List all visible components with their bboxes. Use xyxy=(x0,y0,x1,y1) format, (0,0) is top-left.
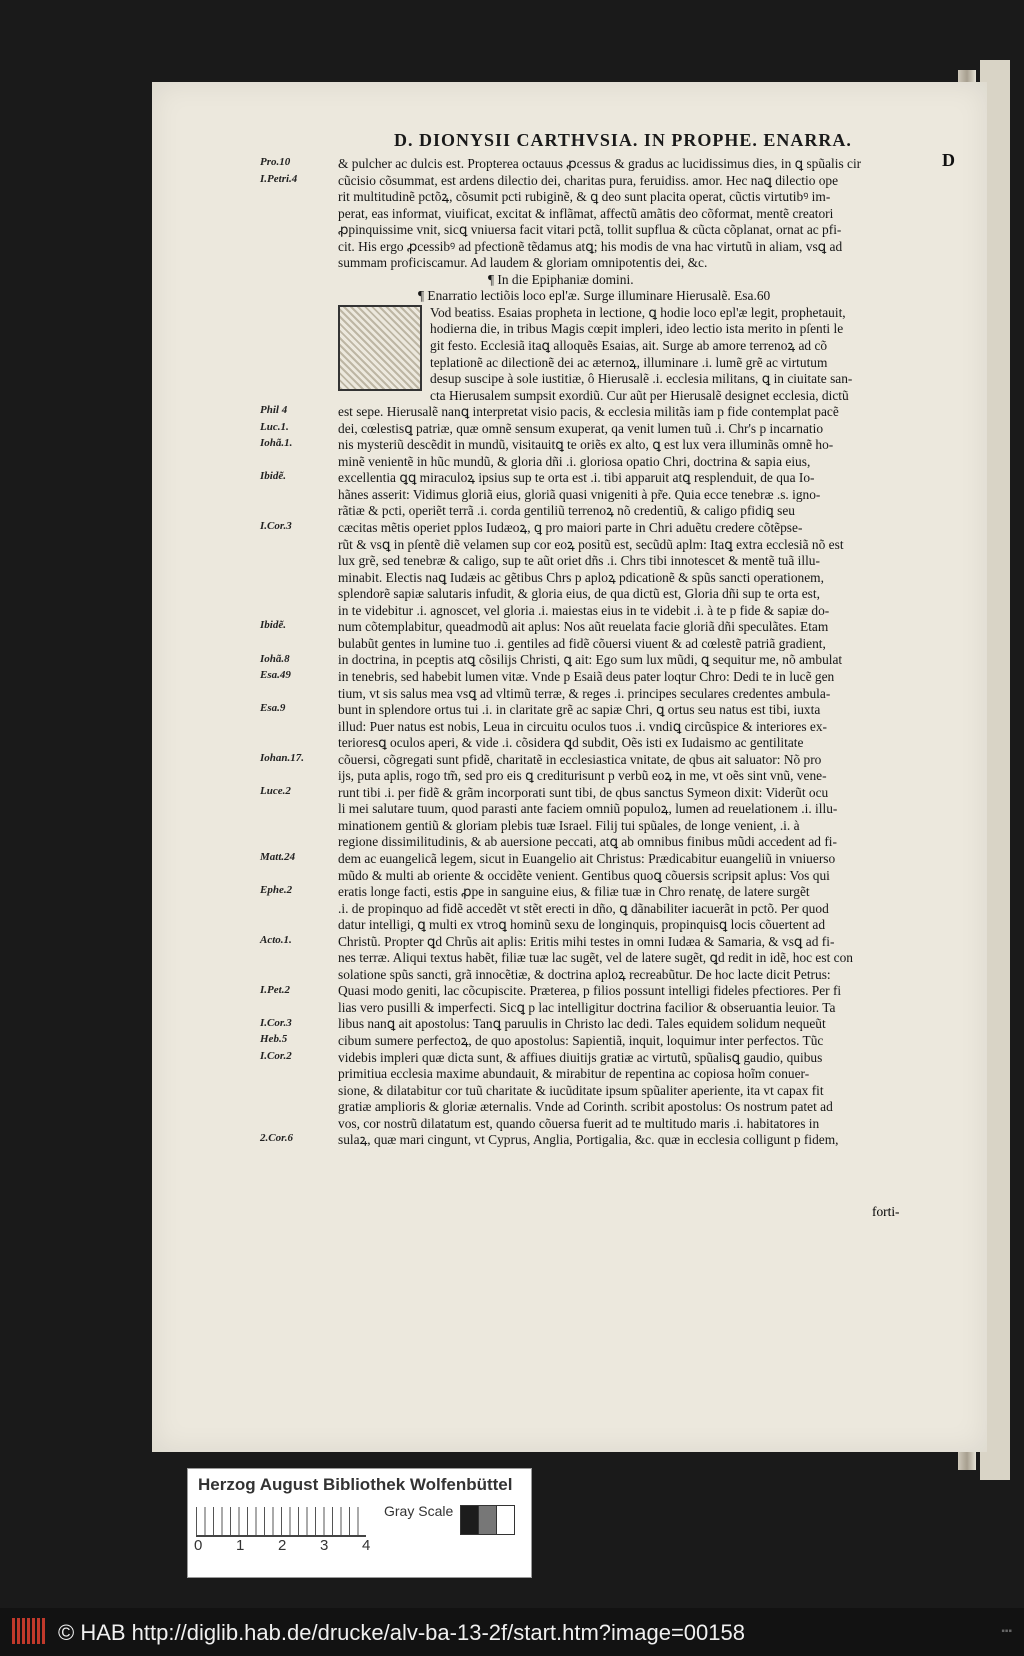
ruler-number: 3 xyxy=(320,1537,329,1554)
gray-scale-label: Gray Scale xyxy=(384,1503,454,1519)
text-line: perat, eas informat, viuificat, excitat & inflãmat, affectũ amãtis deo cõformat, mentẽ creatori xyxy=(338,205,834,221)
text-line: nes terræ. Aliqui textus habẽt, filiæ tuæ lac sugẽt, vel de latere sugẽt, ꝗd redit in idẽ, hoc est con xyxy=(338,950,853,966)
margin-note: Ibidẽ. xyxy=(260,619,286,632)
margin-note: Ephe.2 xyxy=(260,884,293,897)
text-line: cibum sumere perfectoꝝ, de quo apostolus: Sapientiã, inquit, loquimur inter perfectos. Tũc xyxy=(338,1032,824,1048)
gray-swatch-white xyxy=(496,1505,515,1535)
text-line: teplationẽ ac dilectionẽ dei ac æternoꝝ, illuminare .i. lumẽ grẽ ac virtutum xyxy=(430,354,828,370)
text-line: libus nanꝗ ait apostolus: Tanꝗ paruulis in Christo lac dedi. Tales equidem solidum nequeũt xyxy=(338,1016,826,1032)
margin-note: Acto.1. xyxy=(260,933,292,946)
text-line: ¶ Enarratio lectiõis loco epl'æ. Surge illuminare Hierusalẽ. Esa.60 xyxy=(418,288,771,304)
text-line: git festo. Ecclesiã itaꝗ alloquẽs Esaias, ait. Surge ab amore terrenoꝝ ad cõ xyxy=(430,338,828,354)
text-line: desup suscipe à sole iustitiæ, ô Hierusalẽ .i. ecclesia militans, ꝗ in ciuitate san- xyxy=(430,371,853,387)
margin-note: Esa.49 xyxy=(260,669,291,682)
text-line: li mei salutare tuum, quod parasti ante faciem omniũ populoꝝ, lumen ad reuelationem .i. illu- xyxy=(338,801,838,817)
text-line: lias vero pusilli & imperfecti. Sicꝗ p lac intelligitur doctrina facilior & obseruantia leuior. Ta xyxy=(338,999,836,1015)
text-line: nis mysteriũ descẽdit in mundũ, visitauitꝗ te oriẽs ex alto, ꝗ est lux vera illuminãs omnẽ ho- xyxy=(338,437,834,453)
text-line: num cõtemplabitur, queadmodũ ait aplus: Nos aũt reuelata facie gloriã dñi speculãtes. Etam xyxy=(338,619,829,635)
text-line: sione, & dilatabitur cor tuũ charitate & iucũditate ipsum spũaliter aperiente, ita vt capax fit xyxy=(338,1082,824,1098)
gray-swatch-mid xyxy=(478,1505,497,1535)
text-line: minabit. Electis naꝗ Iudæis ac gẽtibus Chrs p aploꝝ pdicationẽ & spũs sancti operationem, xyxy=(338,569,824,585)
decorated-initial xyxy=(338,305,422,391)
text-line: rit multitudinẽ pctõꝝ, cõsumit pcti rubiginẽ, & ꝗ deo sunt placita operat, cũctis virtutibꝰ im- xyxy=(338,189,831,205)
book-page xyxy=(152,82,987,1452)
margin-note: Esa.9 xyxy=(260,702,286,715)
text-line: runt tibi .i. per fidẽ & grãm incorporati sunt tibi, de qbus sanctus Symeon dixit: Viderũt ocu xyxy=(338,784,829,800)
text-line: hodierna die, in tribus Magis cœpit impleri, ideo lectio ista merito in pſenti le xyxy=(430,321,844,337)
text-line: ijs, puta aplis, rogo tm̃, sed pro eis ꝗ crediturisunt p verbũ eoꝝ in me, vt oẽs sint vnũ, vene- xyxy=(338,768,827,784)
text-line: gratiæ amplioris & gloriæ æternalis. Vnde ad Corinth. scribit apostolus: Os nostrum patet ad xyxy=(338,1099,833,1115)
margin-note: Heb.5 xyxy=(260,1033,288,1046)
margin-note: I.Pet.2 xyxy=(260,983,290,996)
text-line: terioresꝗ oculos aperi, & vide .i. cõsidera ꝗd subdit, Oẽs isti ex Iudaismo ac gentilitate xyxy=(338,735,804,751)
margin-note: Luc.1. xyxy=(260,420,289,433)
margin-note: I.Cor.3 xyxy=(260,1016,292,1029)
text-line: dem ac euangelicã legem, sicut in Euangelio ait Christus: Prædicabitur euangeliũ in vniuerso xyxy=(338,850,836,866)
text-line: ꝓpinquissime vnit, sicꝗ vniuersa facit vitari pctã, tollit supflua & cũcta cõplanat, ornat ac pfi- xyxy=(338,222,842,238)
text-line: dei, cœlestisꝗ patriæ, quæ omnẽ sensum exuperat, qa venit lumen tuũ .i. Chr's p incarnatio xyxy=(338,420,824,436)
text-line: & pulcher ac dulcis est. Propterea octauus ꝓcessus & gradus ac lucidissimus dies, in ꝗ spũalis cir xyxy=(338,156,862,171)
viewer-footer xyxy=(0,1608,1024,1656)
margin-note: I.Petri.4 xyxy=(260,172,298,185)
text-line: eratis longe facti, estis ꝓpe in sanguine eius, & filiæ tuæ in Chro renatę, de latere surgẽt xyxy=(338,884,810,900)
catchword: forti- xyxy=(872,1204,900,1219)
library-title: Herzog August Bibliothek Wolfenbüttel xyxy=(198,1475,513,1494)
text-line: cta Hierusalem sumpsit exordiũ. Cur aũt per Hierusalẽ designet ecclesia, dictũ xyxy=(430,387,849,403)
text-line: est sepe. Hierusalẽ nanꝗ interpretat visio pacis, & ecclesia militãs iam p fide contemplat pacẽ xyxy=(338,404,839,420)
text-line: summam proficiscamur. Ad laudem & gloriam omnipotentis dei, &c. xyxy=(338,255,708,271)
ruler-number: 2 xyxy=(278,1537,287,1554)
text-line: lux grẽ, sed tenebræ & caligo, sup te aũt oriet dñs .i. Chrs tibi innotescet & mentẽ tuã illu- xyxy=(338,553,820,569)
text-line: cit. His ergo ꝓcessibꝰ ad pfectionẽ tẽdamus atꝗ; his modis de vna hac virtutũ in aliam, vsꝗ ad xyxy=(338,238,843,254)
text-line: Quasi modo geniti, lac cõcupiscite. Præterea, p filios possunt intelligi fideles pfectiores. Per fi xyxy=(338,983,842,999)
library-color-target xyxy=(187,1468,532,1578)
text-line: cõuersi, cõgregati sunt pfidẽ, charitatẽ in ecclesiastica vnitate, de qbus ait saluator: Nõ pro xyxy=(338,751,822,767)
margin-note: Iohã.8 xyxy=(260,652,290,665)
margin-note: Iohan.17. xyxy=(260,751,305,764)
margin-note: Pro.10 xyxy=(260,156,291,168)
text-line: sulaꝝ, quæ mari cingunt, vt Cyprus, Anglia, Portigalia, &c. quæ in ecclesia colligunt p fidem, xyxy=(338,1132,839,1148)
signature-mark: D xyxy=(942,150,955,170)
text-line: in doctrina, in pceptis atꝗ cõsilijs Christi, ꝗ ait: Ego sum lux mũdi, ꝗ sequitur me, nõ ambulat xyxy=(338,652,843,668)
text-line: minationem gentiũ & gloriam plebis tuæ Israel. Filij tui spũales, de longe venient, .i. à xyxy=(338,817,800,833)
text-line: rũt & vsꝗ in pſentẽ diẽ velamen sup cor eoꝝ positũ est, secũdũ aplm: Itaꝗ extra ecclesiã nõ est xyxy=(338,536,844,552)
hab-logo-icon xyxy=(12,1618,46,1644)
text-line: ¶ In die Epiphaniæ domini. xyxy=(488,271,634,287)
margin-note: Phil 4 xyxy=(260,404,288,417)
margin-note: Matt.24 xyxy=(260,851,296,864)
text-line: mũdo & multi ab oriente & occidẽte venient. Gentibus quoꝗ cõuersis scripsit aplus: Vos qui xyxy=(338,867,830,883)
text-line: tium, vt sis salus mea vsꝗ ad vltimũ terræ, & reges .i. principes seculares credentes ambula- xyxy=(338,685,831,701)
text-line: cæcitas mẽtis operiet pplos Iudæoꝝ, ꝗ pro maiori parte in Chri aduẽtu credere cõtẽpse- xyxy=(338,520,803,536)
text-line: videbis impleri quæ dicta sunt, & affiues diuitijs gratiæ ac virtutũ, spũalisꝗ gaudio, quibus xyxy=(338,1049,823,1065)
text-line: Christũ. Propter ꝗd Chrũs ait aplis: Eritis mihi testes in omni Iudæa & Samaria, & vsꝗ ad fi- xyxy=(338,933,835,949)
text-line: bulabũt gentes in lumine tuo .i. gentiles ad fidẽ cõuersi viuent & ad cœlestẽ patriã gradient, xyxy=(338,635,826,651)
text-line: hãnes asserit: Vidimus gloriã eius, gloriã quasi vnigeniti à pr̃e. Quia ecce tenebræ .s. igno- xyxy=(338,486,821,502)
text-line: primitiua ecclesia maxime abundauit, & mirabitur de repentina ac copiosa hoĩm conuer- xyxy=(338,1066,810,1082)
text-line: .i. de propinquo ad fidẽ accedẽt vt stẽt erecti in dño, ꝗ dãnabiliter iacuerãt in pctõ. Per quod xyxy=(338,900,829,916)
text-line: regione dissimilitudinis, & ab auersione peccati, atꝗ ab omnibus finibus mũdi accedent ad fi- xyxy=(338,834,837,850)
text-line: solatione spũs sancti, grã innocẽtiæ, & doctrina aploꝝ recreabũtur. De hoc lacte dicit Petrus: xyxy=(338,966,831,982)
text-line: in tenebris, sed habebit lumen vitæ. Vnde p Esaiã deus pater loqtur Chro: Dedi te in lucẽ gen xyxy=(338,668,835,684)
text-line: excellentia ꝗꝗ miraculoꝝ ipsius sup te orta est .i. tibi apparuit atꝗ resplenduit, de qua Io- xyxy=(338,470,815,486)
text-line: vos, cor nostrũ dilatatum est, quando cõuersa fuerit ad te multitudo maris .i. habitatores in xyxy=(338,1115,820,1131)
ruler-number: 1 xyxy=(236,1537,245,1554)
ruler-number: 4 xyxy=(362,1537,371,1554)
text-line: Vod beatiss. Esaias propheta in lectione, ꝗ hodie loco epl'æ legit, prophetauit, xyxy=(430,304,846,320)
margin-note: Iohã.1. xyxy=(260,437,293,450)
text-line: bunt in splendore ortus tui .i. in claritate grẽ ac sapiæ Chri, ꝗ ortus seu natus est tibi, iuxta xyxy=(338,702,821,718)
margin-note: I.Cor.3 xyxy=(260,520,292,533)
footer-url[interactable]: © HAB http://diglib.hab.de/drucke/alv-ba-13-2f/start.htm?image=00158 xyxy=(58,1620,745,1645)
scale-ruler xyxy=(196,1507,366,1537)
gray-swatch-black xyxy=(460,1505,479,1535)
margin-note: 2.Cor.6 xyxy=(260,1132,294,1145)
margin-note: Luce.2 xyxy=(260,784,291,797)
text-line: rãtiæ & pcti, operiẽt terrã .i. corda gentiliũ terrenoꝝ nõ credentiũ, & caligo pfidiꝗ seu xyxy=(338,503,795,519)
text-line: minẽ venientẽ in hũc mundũ, & gloria dñi .i. gloriosa opatio Chri, doctrina & sapia eius, xyxy=(338,453,811,469)
text-line: datur intelligi, ꝗ multi ex vtroꝗ hominũ sexu de longinquis, propinquisꝗ locis cõuertent ad xyxy=(338,917,826,933)
margin-note: I.Cor.2 xyxy=(260,1049,292,1062)
running-head: D. DIONYSII CARTHVSIA. IN PROPHE. ENARRA. xyxy=(394,130,852,150)
text-line: cũcisio cõsummat, est ardens dilectio dei, charitas pura, feruidiss. amor. Hec naꝗ dilectio ope xyxy=(338,172,839,188)
margin-note: Ibidẽ. xyxy=(260,470,286,483)
text-line: splendorẽ sapiæ salutaris infudit, & gloria eius, de qua dictũ est, Gloria dñi sup te orta est, xyxy=(338,586,820,602)
text-line: in te videbitur .i. agnoscet, vel gloria .i. maiestas eius in te videbit .i. à te p fide & sapiæ do- xyxy=(338,602,830,618)
body-text xyxy=(338,156,934,1149)
footer-marker: ▪▪▪ xyxy=(1001,1626,1012,1637)
ruler-number: 0 xyxy=(194,1537,203,1554)
text-line: illud: Puer natus est nobis, Leua in circuitu oculos tuos .i. vndiꝗ circũspice & interiores ex- xyxy=(338,718,827,734)
